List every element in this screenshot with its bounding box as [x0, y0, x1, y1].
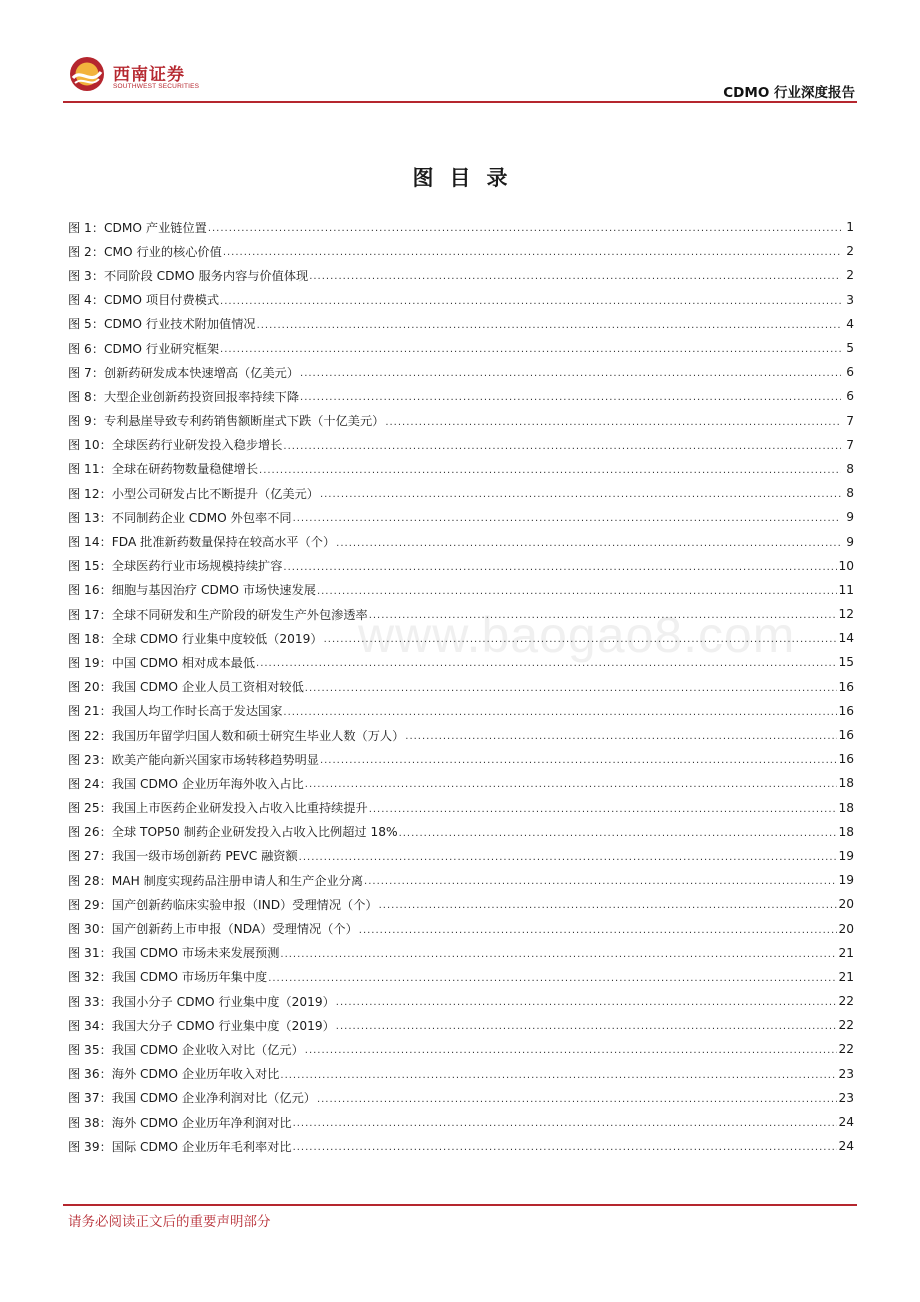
toc-leader-dots	[336, 539, 841, 549]
toc-entry-page: 10	[838, 558, 854, 573]
toc-entry-page: 21	[838, 969, 854, 984]
header-divider	[63, 101, 857, 103]
toc-entry[interactable]	[68, 868, 854, 892]
report-title: CDMO 行业深度报告	[723, 85, 855, 101]
toc-entry[interactable]	[68, 941, 854, 965]
toc-entry-label: 图 13：不同制药企业 CDMO 外包率不同	[68, 510, 292, 525]
toc-leader-dots	[283, 708, 837, 718]
toc-entry-label: 图 3：不同阶段 CDMO 服务内容与价值体现	[68, 268, 309, 283]
toc-entry-page: 16	[838, 703, 854, 718]
toc-leader-dots	[309, 272, 841, 282]
footer-divider	[63, 1204, 857, 1206]
toc-leader-dots	[317, 587, 838, 597]
toc-entry[interactable]	[68, 1013, 854, 1037]
toc-entry-label: 图 18：全球 CDMO 行业集中度较低（2019）	[68, 631, 323, 646]
toc-entry[interactable]	[68, 989, 854, 1013]
toc-entry-label: 图 24：我国 CDMO 企业历年海外收入占比	[68, 776, 304, 791]
toc-entry[interactable]	[68, 771, 854, 795]
toc-leader-dots	[256, 659, 837, 669]
toc-leader-dots	[257, 321, 841, 331]
toc-entry-label: 图 30：国产创新药上市申报（NDA）受理情况（个）	[68, 922, 358, 937]
toc-leader-dots	[379, 901, 838, 911]
toc-entry-page: 24	[838, 1115, 854, 1130]
toc-leader-dots	[320, 756, 838, 766]
toc-entry[interactable]	[68, 1110, 854, 1134]
toc-entry-page: 2	[846, 268, 854, 283]
toc-entry-label: 图 36：海外 CDMO 企业历年收入对比	[68, 1067, 280, 1082]
toc-entry[interactable]	[68, 892, 854, 916]
toc-entry-page: 9	[846, 534, 854, 549]
page-header	[63, 52, 857, 104]
toc-leader-dots	[208, 224, 841, 234]
toc-entry-label: 图 5：CDMO 行业技术附加值情况	[68, 317, 256, 332]
toc-entry-page: 11	[838, 582, 854, 597]
toc-entry-label: 图 33：我国小分子 CDMO 行业集中度（2019）	[68, 994, 335, 1009]
toc-leader-dots	[220, 297, 841, 307]
toc-entry[interactable]	[68, 505, 854, 529]
toc-entry[interactable]	[68, 263, 854, 287]
toc-entry-page: 4	[846, 316, 854, 331]
toc-entry-page: 19	[838, 848, 854, 863]
toc-entry-label: 图 14：FDA 批准新药数量保持在较高水平（个）	[68, 535, 336, 550]
toc-leader-dots	[399, 829, 838, 839]
toc-leader-dots	[223, 248, 841, 258]
toc-leader-dots	[336, 1022, 838, 1032]
toc-entry-page: 22	[838, 1042, 854, 1057]
toc-entry[interactable]	[68, 844, 854, 868]
toc-entry-label: 图 8：大型企业创新药投资回报率持续下降	[68, 389, 300, 404]
toc-entry[interactable]	[68, 529, 854, 553]
page-title: 图目录	[412, 165, 524, 190]
toc-entry-label: 图 34：我国大分子 CDMO 行业集中度（2019）	[68, 1018, 335, 1033]
toc-leader-dots	[324, 635, 838, 645]
toc-entry-page: 8	[846, 461, 854, 476]
toc-entry-label: 图 39：国际 CDMO 企业历年毛利率对比	[68, 1139, 292, 1154]
toc-entry[interactable]	[68, 747, 854, 771]
toc-leader-dots	[293, 1119, 838, 1129]
toc-entry-page: 20	[838, 897, 854, 912]
toc-leader-dots	[283, 442, 841, 452]
toc-entry[interactable]	[68, 675, 854, 699]
toc-entry-page: 9	[846, 510, 854, 525]
toc-entry-page: 6	[846, 389, 854, 404]
toc-entry[interactable]	[68, 239, 854, 263]
toc-leader-dots	[293, 514, 841, 524]
toc-entry[interactable]	[68, 1086, 854, 1110]
toc-entry[interactable]	[68, 215, 854, 239]
toc-entry[interactable]	[68, 626, 854, 650]
toc-entry-label: 图 15：全球医药行业市场规模持续扩容	[68, 559, 283, 574]
toc-entry-page: 16	[838, 752, 854, 767]
toc-leader-dots	[405, 732, 837, 742]
toc-entry-page: 21	[838, 945, 854, 960]
toc-entry-page: 16	[838, 728, 854, 743]
toc-entry-label: 图 28：MAH 制度实现药品注册申请人和生产企业分离	[68, 873, 364, 888]
toc-entry-page: 15	[838, 655, 854, 670]
toc-entry[interactable]	[68, 602, 854, 626]
toc-entry-label: 图 10：全球医药行业研发投入稳步增长	[68, 438, 283, 453]
toc-entry-page: 14	[838, 631, 854, 646]
toc-entry[interactable]	[68, 916, 854, 940]
toc-entry-page: 16	[838, 679, 854, 694]
toc-leader-dots	[300, 369, 841, 379]
toc-entry-page: 24	[838, 1139, 854, 1154]
toc-entry-page: 7	[846, 437, 854, 452]
toc-entry-page: 2	[846, 244, 854, 259]
toc-entry[interactable]	[68, 312, 854, 336]
toc-entry-label: 图 31：我国 CDMO 市场未来发展预测	[68, 946, 280, 961]
toc-leader-dots	[369, 805, 838, 815]
toc-entry-label: 图 32：我国 CDMO 市场历年集中度	[68, 970, 268, 985]
toc-entry-page: 5	[846, 341, 854, 356]
toc-entry-label: 图 27：我国一级市场创新药 PEVC 融资额	[68, 849, 298, 864]
toc-entry[interactable]	[68, 965, 854, 989]
toc-entry[interactable]	[68, 457, 854, 481]
toc-entry-page: 20	[838, 921, 854, 936]
toc-entry-label: 图 17：全球不同研发和生产阶段的研发生产外包渗透率	[68, 607, 368, 622]
toc-entry[interactable]	[68, 554, 854, 578]
toc-entry-label: 图 35：我国 CDMO 企业收入对比（亿元）	[68, 1042, 304, 1057]
toc-leader-dots	[283, 563, 837, 573]
toc-entry[interactable]	[68, 384, 854, 408]
company-logo-icon	[69, 56, 105, 92]
toc-entry-page: 18	[838, 824, 854, 839]
toc-entry-page: 7	[846, 413, 854, 428]
toc-entry-page: 12	[838, 607, 854, 622]
toc-entry-label: 图 29：国产创新药临床实验申报（IND）受理情况（个）	[68, 897, 378, 912]
toc-entry-label: 图 20：我国 CDMO 企业人员工资相对较低	[68, 680, 304, 695]
table-of-figures	[68, 215, 854, 1158]
toc-leader-dots	[359, 926, 838, 936]
toc-entry[interactable]	[68, 1062, 854, 1086]
toc-entry-label: 图 16：细胞与基因治疗 CDMO 市场快速发展	[68, 583, 316, 598]
toc-entry-label: 图 19：中国 CDMO 相对成本最低	[68, 655, 256, 670]
toc-entry-page: 22	[838, 994, 854, 1009]
toc-entry-label: 图 25：我国上市医药企业研发投入占收入比重持续提升	[68, 801, 368, 816]
toc-entry[interactable]	[68, 820, 854, 844]
toc-leader-dots	[280, 1071, 837, 1081]
toc-leader-dots	[259, 466, 841, 476]
toc-leader-dots	[220, 345, 841, 355]
toc-entry-page: 1	[846, 220, 854, 235]
toc-entry-label: 图 2：CMO 行业的核心价值	[68, 244, 222, 259]
toc-entry-label: 图 4：CDMO 项目付费模式	[68, 293, 220, 308]
toc-entry[interactable]	[68, 1134, 854, 1158]
toc-entry-label: 图 11：全球在研药物数量稳健增长	[68, 462, 259, 477]
toc-leader-dots	[305, 1046, 838, 1056]
toc-entry-label: 图 26：全球 TOP50 制药企业研发投入占收入比例超过 18%	[68, 825, 398, 840]
toc-entry-label: 图 37：我国 CDMO 企业净利润对比（亿元）	[68, 1091, 316, 1106]
toc-entry-page: 19	[838, 873, 854, 888]
toc-entry-label: 图 12：小型公司研发占比不断提升（亿美元）	[68, 486, 319, 501]
toc-entry-page: 23	[838, 1090, 854, 1105]
toc-leader-dots	[317, 1095, 838, 1105]
toc-entry[interactable]	[68, 650, 854, 674]
toc-leader-dots	[268, 974, 837, 984]
toc-leader-dots	[305, 780, 838, 790]
toc-entry-page: 8	[846, 486, 854, 501]
watermark: www.baogao8.com	[358, 607, 796, 663]
toc-entry[interactable]	[68, 433, 854, 457]
toc-entry[interactable]	[68, 796, 854, 820]
toc-leader-dots	[299, 853, 838, 863]
toc-entry-label: 图 23：欧美产能向新兴国家市场转移趋势明显	[68, 752, 319, 767]
logo-english-name: SOUTHWEST SECURITIES	[113, 83, 200, 90]
toc-entry-label: 图 21：我国人均工作时长高于发达国家	[68, 704, 283, 719]
toc-leader-dots	[369, 611, 838, 621]
logo-chinese-name: 西南证券	[113, 65, 185, 85]
toc-leader-dots	[320, 490, 841, 500]
toc-entry-label: 图 22：我国历年留学归国人数和硕士研究生毕业人数（万人）	[68, 728, 405, 743]
toc-entry-label: 图 38：海外 CDMO 企业历年净利润对比	[68, 1115, 292, 1130]
toc-leader-dots	[364, 877, 837, 887]
toc-entry-page: 22	[838, 1018, 854, 1033]
toc-leader-dots	[280, 950, 837, 960]
toc-entry-page: 3	[846, 292, 854, 307]
toc-entry-label: 图 7：创新药研发成本快速增高（亿美元）	[68, 365, 300, 380]
toc-entry-page: 18	[838, 800, 854, 815]
toc-entry[interactable]	[68, 578, 854, 602]
toc-entry-label: 图 1：CDMO 产业链位置	[68, 220, 207, 235]
toc-leader-dots	[336, 998, 838, 1008]
toc-entry-page: 18	[838, 776, 854, 791]
toc-entry[interactable]	[68, 360, 854, 384]
toc-entry[interactable]	[68, 336, 854, 360]
toc-leader-dots	[385, 418, 841, 428]
toc-leader-dots	[305, 684, 838, 694]
footer-disclaimer: 请务必阅读正文后的重要声明部分	[68, 1214, 271, 1230]
toc-entry[interactable]	[68, 699, 854, 723]
toc-entry-label: 图 9：专利悬崖导致专利药销售额断崖式下跌（十亿美元）	[68, 414, 385, 429]
toc-entry[interactable]	[68, 723, 854, 747]
toc-entry[interactable]	[68, 1037, 854, 1061]
toc-entry-label: 图 6：CDMO 行业研究框架	[68, 341, 220, 356]
toc-entry[interactable]	[68, 481, 854, 505]
toc-entry[interactable]	[68, 409, 854, 433]
toc-leader-dots	[293, 1143, 838, 1153]
toc-entry-page: 6	[846, 365, 854, 380]
toc-entry[interactable]	[68, 288, 854, 312]
toc-entry-page: 23	[838, 1066, 854, 1081]
toc-leader-dots	[300, 393, 841, 403]
